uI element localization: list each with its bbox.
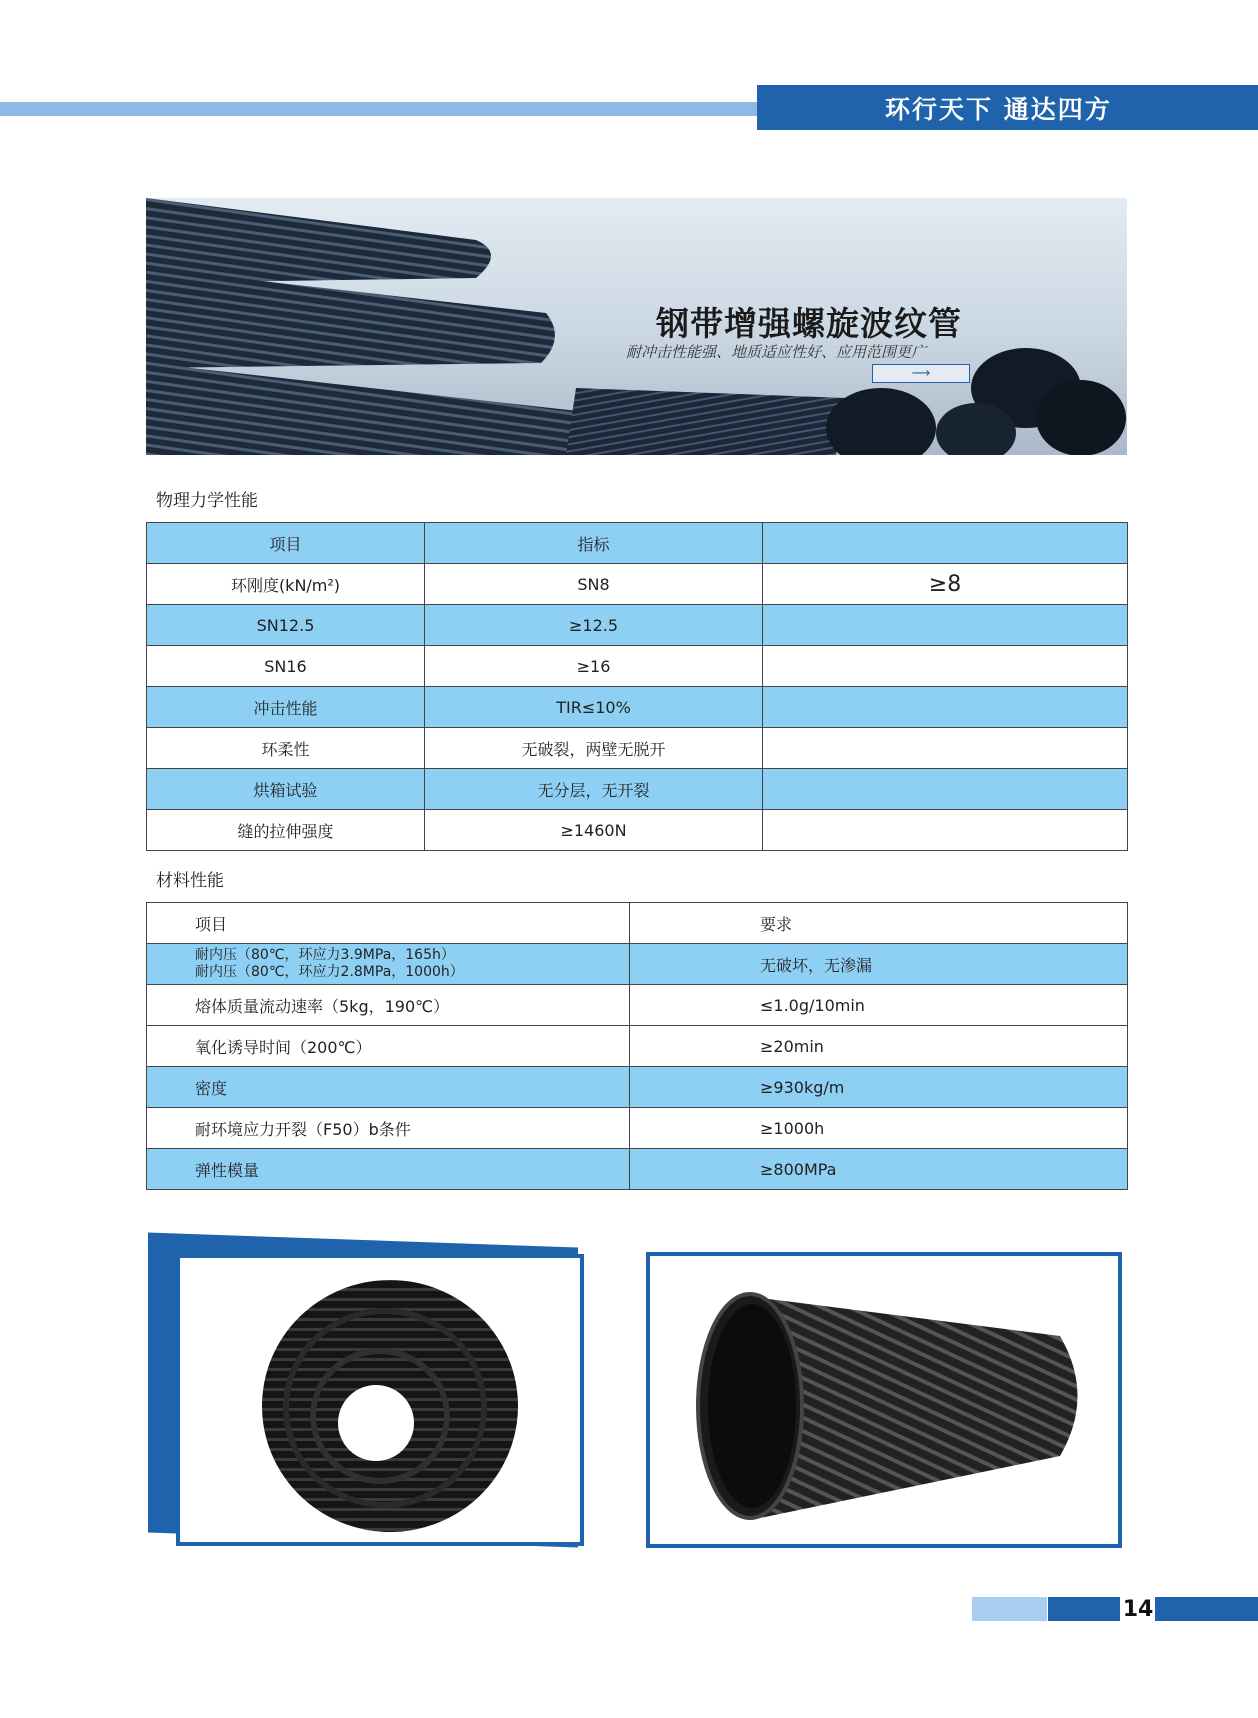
table-cell: ≥12.5 bbox=[425, 605, 763, 646]
table-cell: 缝的拉伸强度 bbox=[147, 810, 425, 851]
material-section-title: 材料性能 bbox=[156, 871, 224, 891]
arrow-icon: ⟶ bbox=[872, 364, 970, 383]
table-cell bbox=[763, 769, 1128, 810]
banner-title: 钢带增强螺旋波纹管 bbox=[656, 304, 962, 343]
table-cell bbox=[763, 728, 1128, 769]
table-row bbox=[147, 944, 1128, 985]
pipe-stack-illustration bbox=[146, 198, 1127, 455]
table-cell: SN8 bbox=[425, 564, 763, 605]
column-header: 项目 bbox=[147, 903, 630, 944]
table-cell: 无破坏，无渗漏 bbox=[630, 944, 1128, 985]
table-cell: 烘箱试验 bbox=[147, 769, 425, 810]
table-cell: ≥930kg/m bbox=[630, 1067, 1128, 1108]
banner bbox=[146, 198, 1127, 455]
column-header: 要求 bbox=[630, 903, 1128, 944]
table-header-row bbox=[147, 903, 1128, 944]
nested-pipes-image bbox=[180, 1258, 580, 1542]
table-cell bbox=[147, 944, 630, 985]
table-row bbox=[147, 728, 1128, 769]
column-header: 指标 bbox=[425, 523, 763, 564]
table-cell bbox=[763, 605, 1128, 646]
table-row bbox=[147, 564, 1128, 605]
table-cell bbox=[763, 646, 1128, 687]
table-cell: ≥1000h bbox=[630, 1108, 1128, 1149]
table-cell bbox=[763, 687, 1128, 728]
table-cell: ≤1.0g/10min bbox=[630, 985, 1128, 1026]
product-photo-nested-pipes bbox=[176, 1254, 584, 1546]
table-cell: 氧化诱导时间（200℃） bbox=[147, 1026, 630, 1067]
page-number: 14 bbox=[1122, 1596, 1154, 1622]
table-row bbox=[147, 1108, 1128, 1149]
table-row bbox=[147, 605, 1128, 646]
table-cell: ≥8 bbox=[763, 564, 1128, 605]
table-cell: 环柔性 bbox=[147, 728, 425, 769]
table-cell: ≥16 bbox=[425, 646, 763, 687]
footer-stripe-dark-right bbox=[1155, 1597, 1258, 1621]
item-line: 耐内压（80℃，环应力3.9MPa，165h） bbox=[195, 947, 455, 963]
product-photo-single-pipe bbox=[646, 1252, 1122, 1548]
table-cell: 环刚度(kN/m²) bbox=[147, 564, 425, 605]
table-cell: SN16 bbox=[147, 646, 425, 687]
table-cell: 熔体质量流动速率（5kg，190℃） bbox=[147, 985, 630, 1026]
footer-stripe-dark bbox=[1048, 1597, 1120, 1621]
table-cell: ≥1460N bbox=[425, 810, 763, 851]
column-header: 项目 bbox=[147, 523, 425, 564]
table-row bbox=[147, 810, 1128, 851]
physical-properties-table bbox=[146, 522, 1128, 851]
table-cell: 弹性模量 bbox=[147, 1149, 630, 1190]
table-cell: 无分层，无开裂 bbox=[425, 769, 763, 810]
table-row bbox=[147, 1026, 1128, 1067]
table-row bbox=[147, 687, 1128, 728]
column-header bbox=[763, 523, 1128, 564]
table-row bbox=[147, 646, 1128, 687]
header-stripe bbox=[0, 102, 760, 116]
table-row bbox=[147, 1149, 1128, 1190]
table-row bbox=[147, 769, 1128, 810]
table-cell: TIR≤10% bbox=[425, 687, 763, 728]
table-header-row bbox=[147, 523, 1128, 564]
table-row bbox=[147, 985, 1128, 1026]
footer-stripe-light bbox=[972, 1597, 1047, 1621]
material-properties-table bbox=[146, 902, 1128, 1190]
item-line: 耐内压（80℃，环应力2.8MPa，1000h） bbox=[195, 964, 464, 980]
table-cell: SN12.5 bbox=[147, 605, 425, 646]
header-slogan: 环行天下 通达四方 bbox=[757, 85, 1258, 130]
table-cell: 密度 bbox=[147, 1067, 630, 1108]
table-cell: ≥20min bbox=[630, 1026, 1128, 1067]
table-cell: 耐环境应力开裂（F50）b条件 bbox=[147, 1108, 630, 1149]
table-row bbox=[147, 1067, 1128, 1108]
table-cell: 冲击性能 bbox=[147, 687, 425, 728]
table-cell bbox=[763, 810, 1128, 851]
table-cell: ≥800MPa bbox=[630, 1149, 1128, 1190]
physical-section-title: 物理力学性能 bbox=[156, 491, 258, 511]
single-pipe-image bbox=[650, 1256, 1118, 1544]
banner-subtitle: 耐冲击性能强、地质适应性好、应用范围更广 bbox=[626, 343, 927, 361]
table-cell: 无破裂，两壁无脱开 bbox=[425, 728, 763, 769]
